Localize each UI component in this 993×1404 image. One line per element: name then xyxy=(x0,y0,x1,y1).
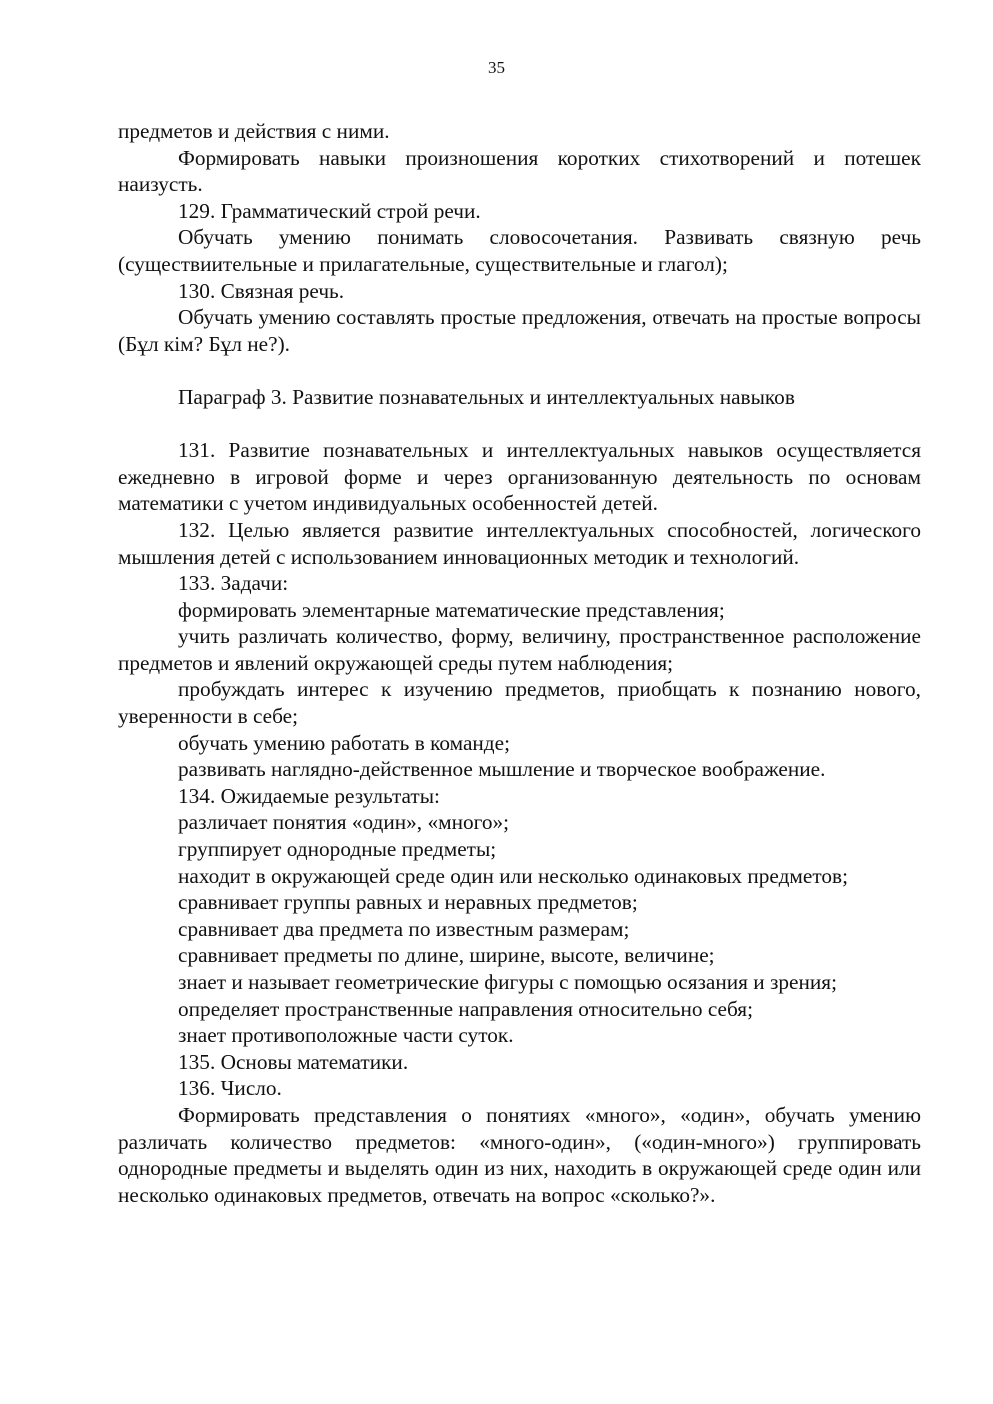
list-item: обучать умению работать в команде; xyxy=(178,730,510,755)
paragraph: 131. Развитие познавательных и интеллектуальных навыков осуществляется ежедневно в игровой форме и через организованную деятельность по основам математики с учетом индивидуальных особенностей детей. xyxy=(118,438,921,516)
list-item: формировать элементарные математические представления; xyxy=(178,597,725,622)
section-heading: Параграф 3. Развитие познавательных и интеллектуальных навыков xyxy=(178,384,795,409)
list-item: знает противоположные части суток. xyxy=(178,1023,514,1048)
list-item: различает понятия «один», «много»; xyxy=(178,810,510,835)
paragraph: 130. Связная речь. xyxy=(178,278,345,303)
list-item: знает и называет геометрические фигуры с помощью осязания и зрения; xyxy=(178,970,838,994)
spacer xyxy=(118,357,921,384)
list-item: учить различать количество, форму, величину, пространственное расположение предметов и явлений окружающей среды путем наблюдения; xyxy=(118,624,921,675)
list-item: группирует однородные предметы; xyxy=(178,837,497,862)
list-item: пробуждать интерес к изучению предметов, приобщать к познанию нового, уверенности в себе; xyxy=(118,677,921,729)
paragraph: 129. Грамматический строй речи. xyxy=(178,198,481,223)
paragraph: Обучать умению понимать словосочетания. Развивать связную речь (существиительные и прилагательные, существительные и глагол); xyxy=(118,225,921,276)
page-number: 35 xyxy=(488,58,505,77)
list-item: сравнивает два предмета по известным размерам; xyxy=(178,916,630,941)
list-item: сравнивает группы равных и неравных предметов; xyxy=(178,890,638,915)
page-content xyxy=(118,118,921,1208)
spacer xyxy=(118,411,921,438)
list-item: сравнивает предметы по длине, ширине, высоте, величине; xyxy=(178,943,715,968)
list-item: определяет пространственные направления относительно себя; xyxy=(178,996,754,1021)
paragraph: Формировать навыки произношения коротких стихотворений и потешек наизусть. xyxy=(118,145,921,197)
paragraph: Формировать представления о понятиях «много», «один», обучать умению различать количество предметов: «много-один», («один-много») группировать однородные предметы и выделять один из них, находить в окружающей среде один или несколько одинаковых предметов, отвечать на вопрос «сколько?». xyxy=(118,1102,921,1207)
paragraph: 133. Задачи: xyxy=(178,571,289,596)
paragraph: 132. Целью является развитие интеллектуальных способностей, логического мышления детей с использованием инновационных методик и технологий. xyxy=(118,517,921,569)
list-item: развивать наглядно-действенное мышление и творческое воображение. xyxy=(178,757,826,782)
list-item: находит в окружающей среде один или несколько одинаковых предметов; xyxy=(178,863,849,888)
paragraph: Обучать умению составлять простые предложения, отвечать на простые вопросы (Бұл кім? Бұл не?). xyxy=(118,305,921,356)
paragraph: 134. Ожидаемые результаты: xyxy=(178,783,440,808)
paragraph: 135. Основы математики. xyxy=(178,1049,409,1074)
paragraph: предметов и действия с ними. xyxy=(118,119,390,143)
paragraph: 136. Число. xyxy=(178,1076,282,1101)
